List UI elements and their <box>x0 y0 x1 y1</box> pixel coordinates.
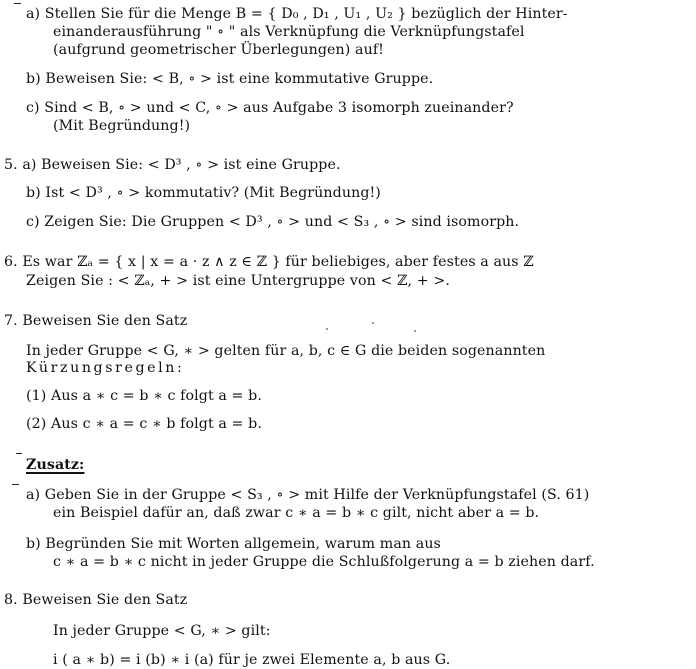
task-4a-line-3: (aufgrund geometrischer Überlegungen) auf! <box>53 42 384 58</box>
task-8-heading: 8. Beweisen Sie den Satz <box>4 592 188 608</box>
scan-speck <box>372 322 374 324</box>
zusatz-heading: Zusatz: <box>26 457 85 473</box>
task-5b: b) Ist < D³ , ∘ > kommutativ? (Mit Begründung!) <box>26 185 381 201</box>
zusatz-b-line-2: c ∗ a = b ∗ c nicht in jeder Gruppe die Schlußfolgerung a = b ziehen darf. <box>53 554 595 570</box>
task-4a-line-2: einanderausführung " ∘ " als Verknüpfung die Verknüpfungstafel <box>53 24 525 40</box>
task-8-formula: i ( a ∗ b) = i (b) ∗ i (a) für je zwei Elemente a, b aus G. <box>53 652 451 668</box>
task-7-statement-2: Kürzungsregeln: <box>26 360 185 376</box>
task-4c-line-1: c) Sind < B, ∘ > und < C, ∘ > aus Aufgabe 3 isomorph zueinander? <box>26 100 514 116</box>
task-5c: c) Zeigen Sie: Die Gruppen < D³ , ∘ > und < S₃ , ∘ > sind isomorph. <box>26 214 520 230</box>
scan-speck <box>326 328 328 330</box>
task-5a: 5. a) Beweisen Sie: < D³ , ∘ > ist eine Gruppe. <box>4 157 341 173</box>
task-8-statement: In jeder Gruppe < G, ∗ > gilt: <box>53 623 271 639</box>
task-6-line-2: Zeigen Sie : < ℤₐ, + > ist eine Untergruppe von < ℤ, + >. <box>26 273 450 289</box>
scan-mark <box>12 484 19 485</box>
task-6-line-1: 6. Es war ℤₐ = { x | x = a · z ∧ z ∈ ℤ } für beliebiges, aber festes a aus ℤ <box>4 254 534 270</box>
task-7-rule-1: (1) Aus a ∗ c = b ∗ c folgt a = b. <box>26 388 262 404</box>
task-7-heading: 7. Beweisen Sie den Satz <box>4 313 188 329</box>
task-4a-line-1: a) Stellen Sie für die Menge B = { D₀ , D₁ , U₁ , U₂ } bezüglich der Hinter- <box>26 6 568 22</box>
scan-mark <box>14 3 21 4</box>
scan-speck <box>414 330 416 332</box>
task-4c-line-2: (Mit Begründung!) <box>53 118 191 134</box>
task-4b: b) Beweisen Sie: < B, ∘ > ist eine kommutative Gruppe. <box>26 71 434 87</box>
scan-mark <box>16 453 22 454</box>
task-7-rule-2: (2) Aus c ∗ a = c ∗ b folgt a = b. <box>26 416 262 432</box>
task-7-statement-1: In jeder Gruppe < G, ∗ > gelten für a, b, c ∈ G die beiden sogenannten <box>26 343 546 359</box>
zusatz-a-line-2: ein Beispiel dafür an, daß zwar c ∗ a = b ∗ c gilt, nicht aber a = b. <box>53 505 540 521</box>
zusatz-b-line-1: b) Begründen Sie mit Worten allgemein, warum man aus <box>26 536 441 552</box>
zusatz-a-line-1: a) Geben Sie in der Gruppe < S₃ , ∘ > mit Hilfe der Verknüpfungstafel (S. 61) <box>26 487 590 503</box>
